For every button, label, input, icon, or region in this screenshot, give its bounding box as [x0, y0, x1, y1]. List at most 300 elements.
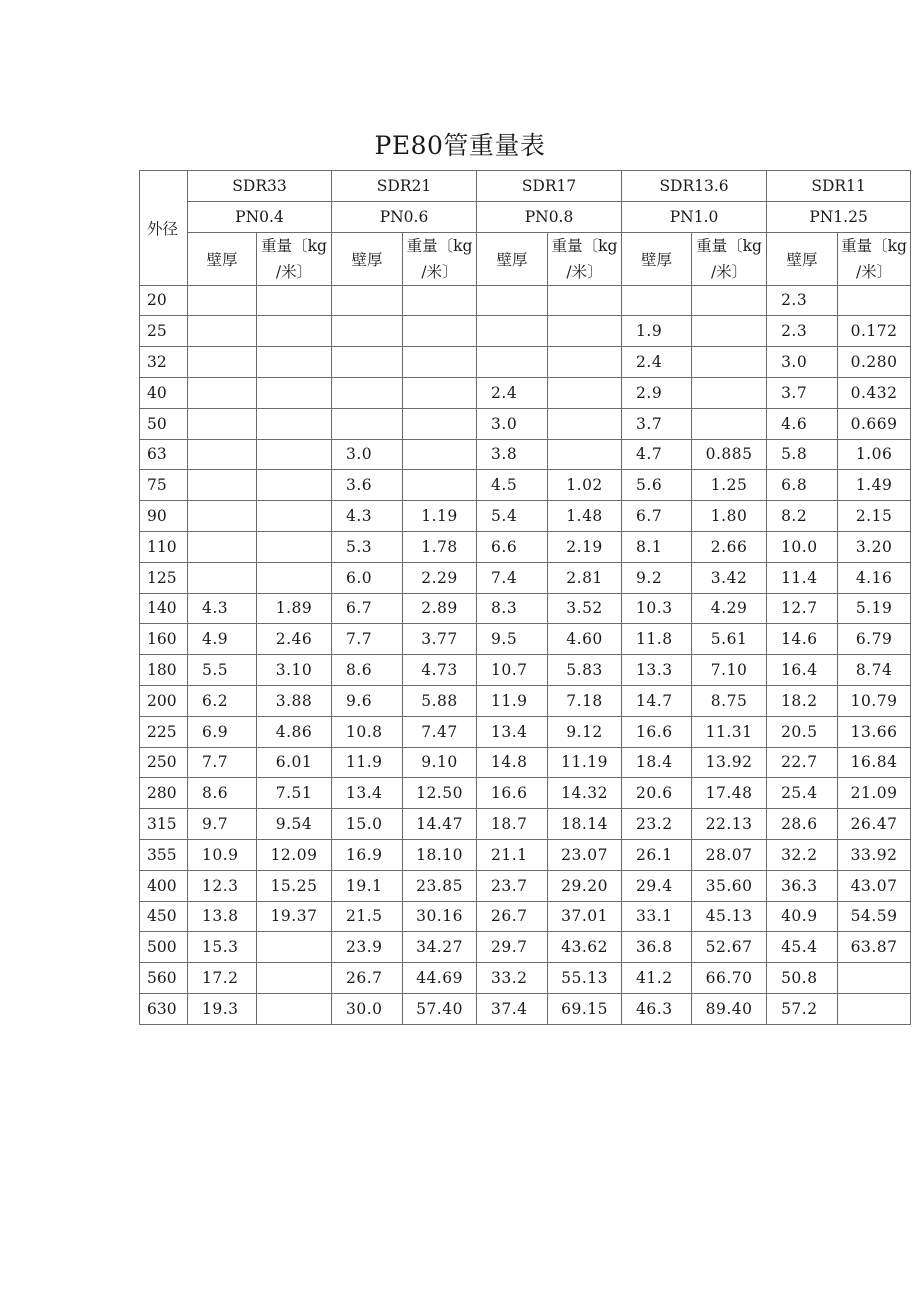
- weight-cell: 43.07: [838, 870, 911, 901]
- weight-cell: [692, 316, 767, 347]
- outer-diameter-cell: 50: [140, 408, 188, 439]
- weight-cell: 7.10: [692, 655, 767, 686]
- weight-cell: 13.66: [838, 716, 911, 747]
- wall-thickness-header: 壁厚: [477, 232, 548, 285]
- weight-cell: 0.885: [692, 439, 767, 470]
- weight-cell: [403, 470, 477, 501]
- wall-thickness-cell: 37.4: [477, 993, 548, 1024]
- wall-thickness-cell: 6.0: [332, 562, 403, 593]
- table-row: [140, 624, 911, 655]
- table-row: [140, 408, 911, 439]
- weight-cell: 1.89: [257, 593, 332, 624]
- wall-thickness-cell: 40.9: [767, 901, 838, 932]
- weight-cell: 3.20: [838, 531, 911, 562]
- wall-thickness-cell: [188, 408, 257, 439]
- weight-cell: 69.15: [548, 993, 622, 1024]
- weight-cell: 6.79: [838, 624, 911, 655]
- weight-cell: 5.88: [403, 685, 477, 716]
- outer-diameter-cell: 400: [140, 870, 188, 901]
- pn-header: PN1.25: [767, 201, 911, 232]
- weight-cell: 1.06: [838, 439, 911, 470]
- outer-diameter-cell: 75: [140, 470, 188, 501]
- wall-thickness-cell: 14.8: [477, 747, 548, 778]
- wall-thickness-cell: 3.0: [477, 408, 548, 439]
- wall-thickness-cell: 10.7: [477, 655, 548, 686]
- weight-cell: 2.89: [403, 593, 477, 624]
- weight-cell: 52.67: [692, 932, 767, 963]
- wall-thickness-cell: 3.6: [332, 470, 403, 501]
- pn-header: PN0.6: [332, 201, 477, 232]
- wall-thickness-cell: 8.2: [767, 501, 838, 532]
- weight-cell: [403, 285, 477, 316]
- weight-cell: 15.25: [257, 870, 332, 901]
- table-body: [140, 285, 911, 1024]
- outer-diameter-cell: 63: [140, 439, 188, 470]
- table-row: [140, 993, 911, 1024]
- wall-thickness-cell: [188, 285, 257, 316]
- weight-cell: 1.80: [692, 501, 767, 532]
- wall-thickness-cell: 6.7: [622, 501, 692, 532]
- pn-header: PN0.8: [477, 201, 622, 232]
- wall-thickness-cell: 20.5: [767, 716, 838, 747]
- weight-cell: 9.12: [548, 716, 622, 747]
- weight-cell: 1.48: [548, 501, 622, 532]
- outer-diameter-cell: 560: [140, 963, 188, 994]
- wall-thickness-cell: 16.9: [332, 839, 403, 870]
- wall-thickness-cell: 21.5: [332, 901, 403, 932]
- wall-thickness-cell: [188, 377, 257, 408]
- wall-thickness-cell: 10.0: [767, 531, 838, 562]
- weight-cell: 28.07: [692, 839, 767, 870]
- wall-thickness-cell: 18.4: [622, 747, 692, 778]
- weight-cell: [548, 377, 622, 408]
- sdr-header: SDR13.6: [622, 171, 767, 202]
- wall-thickness-cell: 26.7: [477, 901, 548, 932]
- outer-diameter-cell: 160: [140, 624, 188, 655]
- weight-cell: 0.432: [838, 377, 911, 408]
- weight-cell: 23.85: [403, 870, 477, 901]
- wall-thickness-cell: 14.7: [622, 685, 692, 716]
- table-row: [140, 809, 911, 840]
- table-row: [140, 285, 911, 316]
- weight-cell: [257, 316, 332, 347]
- table-row: [140, 870, 911, 901]
- weight-cell: [257, 439, 332, 470]
- weight-cell: 26.47: [838, 809, 911, 840]
- weight-cell: 2.15: [838, 501, 911, 532]
- weight-cell: 29.20: [548, 870, 622, 901]
- wall-thickness-cell: 9.7: [188, 809, 257, 840]
- weight-cell: 4.29: [692, 593, 767, 624]
- outer-diameter-cell: 250: [140, 747, 188, 778]
- weight-cell: [257, 285, 332, 316]
- weight-header-line2: /米〕: [566, 262, 603, 281]
- wall-thickness-cell: 13.8: [188, 901, 257, 932]
- weight-header-line1: 重量〔kg: [841, 236, 907, 255]
- weight-cell: 45.13: [692, 901, 767, 932]
- wall-thickness-header: 壁厚: [188, 232, 257, 285]
- weight-cell: 23.07: [548, 839, 622, 870]
- weight-cell: 14.47: [403, 809, 477, 840]
- weight-cell: 33.92: [838, 839, 911, 870]
- wall-thickness-cell: 13.3: [622, 655, 692, 686]
- weight-header-line2: /米〕: [710, 262, 748, 281]
- weight-cell: [257, 470, 332, 501]
- wall-thickness-cell: 4.7: [622, 439, 692, 470]
- weight-cell: [403, 347, 477, 378]
- wall-thickness-cell: 5.3: [332, 531, 403, 562]
- weight-cell: 89.40: [692, 993, 767, 1024]
- wall-thickness-cell: 8.6: [332, 655, 403, 686]
- weight-cell: 35.60: [692, 870, 767, 901]
- weight-cell: 6.01: [257, 747, 332, 778]
- weight-cell: 4.73: [403, 655, 477, 686]
- table-row: [140, 778, 911, 809]
- weight-cell: [257, 531, 332, 562]
- wall-thickness-cell: 2.3: [767, 285, 838, 316]
- column-header-row: [140, 232, 911, 285]
- wall-thickness-cell: 3.7: [767, 377, 838, 408]
- wall-thickness-cell: 32.2: [767, 839, 838, 870]
- weight-cell: 12.09: [257, 839, 332, 870]
- weight-cell: 2.66: [692, 531, 767, 562]
- wall-thickness-cell: 6.6: [477, 531, 548, 562]
- weight-cell: 14.32: [548, 778, 622, 809]
- wall-thickness-cell: 6.7: [332, 593, 403, 624]
- outer-diameter-cell: 630: [140, 993, 188, 1024]
- wall-thickness-cell: [188, 501, 257, 532]
- outer-diameter-cell: 25: [140, 316, 188, 347]
- weight-cell: 1.78: [403, 531, 477, 562]
- weight-cell: 2.46: [257, 624, 332, 655]
- wall-thickness-cell: 9.2: [622, 562, 692, 593]
- weight-header-line2: /米〕: [421, 262, 458, 281]
- wall-thickness-cell: 4.3: [332, 501, 403, 532]
- wall-thickness-cell: 8.1: [622, 531, 692, 562]
- wall-thickness-cell: [188, 531, 257, 562]
- weight-cell: 7.51: [257, 778, 332, 809]
- wall-thickness-cell: 21.1: [477, 839, 548, 870]
- weight-cell: 30.16: [403, 901, 477, 932]
- table-row: [140, 501, 911, 532]
- wall-thickness-cell: 13.4: [477, 716, 548, 747]
- weight-cell: 55.13: [548, 963, 622, 994]
- wall-thickness-cell: 41.2: [622, 963, 692, 994]
- weight-cell: [257, 501, 332, 532]
- wall-thickness-header: 壁厚: [767, 232, 838, 285]
- weight-cell: [548, 347, 622, 378]
- wall-thickness-cell: 22.7: [767, 747, 838, 778]
- wall-thickness-cell: 6.9: [188, 716, 257, 747]
- weight-cell: 37.01: [548, 901, 622, 932]
- weight-cell: [692, 408, 767, 439]
- weight-cell: 3.88: [257, 685, 332, 716]
- weight-cell: 4.86: [257, 716, 332, 747]
- weight-cell: 17.48: [692, 778, 767, 809]
- outer-diameter-cell: 355: [140, 839, 188, 870]
- wall-thickness-cell: 11.9: [332, 747, 403, 778]
- weight-cell: 3.77: [403, 624, 477, 655]
- outer-diameter-cell: 280: [140, 778, 188, 809]
- weight-cell: 34.27: [403, 932, 477, 963]
- weight-cell: [257, 408, 332, 439]
- wall-thickness-cell: [477, 285, 548, 316]
- weight-cell: 0.669: [838, 408, 911, 439]
- weight-cell: 54.59: [838, 901, 911, 932]
- weight-cell: 13.92: [692, 747, 767, 778]
- weight-header: [692, 232, 767, 285]
- weight-cell: [548, 316, 622, 347]
- weight-cell: 7.18: [548, 685, 622, 716]
- pn-header: PN1.0: [622, 201, 767, 232]
- wall-thickness-cell: 25.4: [767, 778, 838, 809]
- outer-diameter-cell: 40: [140, 377, 188, 408]
- wall-thickness-cell: 6.2: [188, 685, 257, 716]
- weight-cell: 3.52: [548, 593, 622, 624]
- weight-cell: [403, 377, 477, 408]
- weight-cell: 22.13: [692, 809, 767, 840]
- sdr-header-row: [140, 171, 911, 202]
- weight-cell: 43.62: [548, 932, 622, 963]
- table-row: [140, 562, 911, 593]
- weight-cell: [838, 963, 911, 994]
- wall-thickness-cell: 13.4: [332, 778, 403, 809]
- weight-header-line1: 重量〔kg: [551, 236, 618, 255]
- wall-thickness-cell: 5.8: [767, 439, 838, 470]
- weight-cell: 1.02: [548, 470, 622, 501]
- wall-thickness-cell: [477, 347, 548, 378]
- wall-thickness-cell: 5.4: [477, 501, 548, 532]
- wall-thickness-cell: [332, 285, 403, 316]
- wall-thickness-cell: 9.6: [332, 685, 403, 716]
- wall-thickness-cell: 19.1: [332, 870, 403, 901]
- wall-thickness-cell: [332, 408, 403, 439]
- weight-cell: 1.19: [403, 501, 477, 532]
- wall-thickness-cell: 16.6: [622, 716, 692, 747]
- wall-thickness-cell: [188, 347, 257, 378]
- wall-thickness-cell: [622, 285, 692, 316]
- wall-thickness-cell: 4.3: [188, 593, 257, 624]
- wall-thickness-cell: 16.4: [767, 655, 838, 686]
- wall-thickness-cell: 15.0: [332, 809, 403, 840]
- wall-thickness-cell: 10.8: [332, 716, 403, 747]
- wall-thickness-cell: 36.8: [622, 932, 692, 963]
- weight-cell: 21.09: [838, 778, 911, 809]
- weight-cell: [692, 377, 767, 408]
- wall-thickness-cell: 3.7: [622, 408, 692, 439]
- weight-cell: 19.37: [257, 901, 332, 932]
- wall-thickness-cell: [188, 562, 257, 593]
- weight-cell: [838, 285, 911, 316]
- table-row: [140, 316, 911, 347]
- wall-thickness-cell: 45.4: [767, 932, 838, 963]
- wall-thickness-cell: 33.1: [622, 901, 692, 932]
- weight-cell: 16.84: [838, 747, 911, 778]
- sdr-header: SDR11: [767, 171, 911, 202]
- weight-cell: 8.74: [838, 655, 911, 686]
- wall-thickness-cell: 2.4: [622, 347, 692, 378]
- wall-thickness-cell: 2.9: [622, 377, 692, 408]
- wall-thickness-cell: 10.3: [622, 593, 692, 624]
- outer-diameter-cell: 90: [140, 501, 188, 532]
- pn-header-row: [140, 201, 911, 232]
- weight-header-line2: /米〕: [275, 262, 313, 281]
- weight-cell: 9.10: [403, 747, 477, 778]
- table-row: [140, 901, 911, 932]
- wall-thickness-cell: 9.5: [477, 624, 548, 655]
- weight-cell: 63.87: [838, 932, 911, 963]
- weight-cell: 18.14: [548, 809, 622, 840]
- outer-diameter-cell: 225: [140, 716, 188, 747]
- table-row: [140, 685, 911, 716]
- weight-cell: [692, 285, 767, 316]
- wall-thickness-cell: 2.3: [767, 316, 838, 347]
- weight-cell: [257, 932, 332, 963]
- wall-thickness-cell: 28.6: [767, 809, 838, 840]
- weight-cell: [257, 347, 332, 378]
- weight-cell: 18.10: [403, 839, 477, 870]
- weight-cell: 11.31: [692, 716, 767, 747]
- weight-cell: 57.40: [403, 993, 477, 1024]
- weight-cell: 12.50: [403, 778, 477, 809]
- wall-thickness-cell: [188, 470, 257, 501]
- weight-header: [548, 232, 622, 285]
- weight-cell: 3.10: [257, 655, 332, 686]
- wall-thickness-cell: [477, 316, 548, 347]
- outer-diameter-cell: 450: [140, 901, 188, 932]
- wall-thickness-cell: 7.7: [332, 624, 403, 655]
- table-row: [140, 531, 911, 562]
- wall-thickness-cell: 5.6: [622, 470, 692, 501]
- table-row: [140, 932, 911, 963]
- weight-cell: 1.49: [838, 470, 911, 501]
- wall-thickness-cell: 14.6: [767, 624, 838, 655]
- weight-header-line1: 重量〔kg: [261, 236, 327, 255]
- wall-thickness-cell: 12.3: [188, 870, 257, 901]
- wall-thickness-cell: 15.3: [188, 932, 257, 963]
- weight-cell: 8.75: [692, 685, 767, 716]
- weight-cell: [257, 562, 332, 593]
- wall-thickness-cell: 26.1: [622, 839, 692, 870]
- weight-cell: 4.16: [838, 562, 911, 593]
- table-row: [140, 377, 911, 408]
- outer-diameter-cell: 200: [140, 685, 188, 716]
- wall-thickness-cell: 23.2: [622, 809, 692, 840]
- table-row: [140, 439, 911, 470]
- weight-cell: 11.19: [548, 747, 622, 778]
- weight-cell: 5.83: [548, 655, 622, 686]
- weight-cell: [257, 963, 332, 994]
- wall-thickness-cell: 29.4: [622, 870, 692, 901]
- outer-diameter-cell: 110: [140, 531, 188, 562]
- wall-thickness-header: 壁厚: [622, 232, 692, 285]
- weight-cell: 5.61: [692, 624, 767, 655]
- weight-cell: 3.42: [692, 562, 767, 593]
- wall-thickness-cell: 26.7: [332, 963, 403, 994]
- table-row: [140, 963, 911, 994]
- wall-thickness-cell: 6.8: [767, 470, 838, 501]
- wall-thickness-cell: 33.2: [477, 963, 548, 994]
- wall-thickness-cell: 29.7: [477, 932, 548, 963]
- wall-thickness-cell: 3.0: [332, 439, 403, 470]
- weight-cell: 7.47: [403, 716, 477, 747]
- outer-diameter-cell: 32: [140, 347, 188, 378]
- wall-thickness-cell: 30.0: [332, 993, 403, 1024]
- table-row: [140, 839, 911, 870]
- weight-cell: 2.19: [548, 531, 622, 562]
- wall-thickness-cell: 16.6: [477, 778, 548, 809]
- weight-cell: [692, 347, 767, 378]
- outer-diameter-cell: 140: [140, 593, 188, 624]
- weight-cell: [548, 285, 622, 316]
- weight-cell: 4.60: [548, 624, 622, 655]
- wall-thickness-cell: 12.7: [767, 593, 838, 624]
- wall-thickness-cell: 18.2: [767, 685, 838, 716]
- wall-thickness-cell: 8.3: [477, 593, 548, 624]
- wall-thickness-cell: 4.5: [477, 470, 548, 501]
- weight-header-line1: 重量〔kg: [696, 236, 762, 255]
- outer-diameter-cell: 315: [140, 809, 188, 840]
- outer-diameter-cell: 180: [140, 655, 188, 686]
- wall-thickness-cell: [188, 439, 257, 470]
- page-title: PE80管重量表: [374, 131, 546, 160]
- weight-cell: 10.79: [838, 685, 911, 716]
- wall-thickness-cell: 18.7: [477, 809, 548, 840]
- wall-thickness-cell: 17.2: [188, 963, 257, 994]
- weight-header: [403, 232, 477, 285]
- weight-cell: 0.280: [838, 347, 911, 378]
- table-row: [140, 655, 911, 686]
- wall-thickness-cell: 2.4: [477, 377, 548, 408]
- wall-thickness-cell: 4.6: [767, 408, 838, 439]
- outer-diameter-header: 外径: [140, 171, 188, 286]
- wall-thickness-cell: [188, 316, 257, 347]
- weight-cell: [548, 439, 622, 470]
- pn-header: PN0.4: [188, 201, 332, 232]
- weight-cell: [548, 408, 622, 439]
- wall-thickness-cell: [332, 347, 403, 378]
- table-row: [140, 716, 911, 747]
- wall-thickness-cell: 3.0: [767, 347, 838, 378]
- wall-thickness-cell: 11.9: [477, 685, 548, 716]
- wall-thickness-cell: [332, 316, 403, 347]
- weight-cell: 2.29: [403, 562, 477, 593]
- weight-header: [257, 232, 332, 285]
- wall-thickness-cell: 11.8: [622, 624, 692, 655]
- outer-diameter-cell: 125: [140, 562, 188, 593]
- table-row: [140, 593, 911, 624]
- sdr-header: SDR17: [477, 171, 622, 202]
- outer-diameter-cell: 500: [140, 932, 188, 963]
- table-row: [140, 347, 911, 378]
- wall-thickness-cell: 19.3: [188, 993, 257, 1024]
- wall-thickness-cell: 7.7: [188, 747, 257, 778]
- weight-cell: [257, 993, 332, 1024]
- wall-thickness-cell: 10.9: [188, 839, 257, 870]
- weight-cell: [403, 316, 477, 347]
- table-row: [140, 747, 911, 778]
- weight-cell: 0.172: [838, 316, 911, 347]
- weight-cell: [257, 377, 332, 408]
- wall-thickness-cell: 1.9: [622, 316, 692, 347]
- wall-thickness-cell: 23.7: [477, 870, 548, 901]
- sdr-header: SDR21: [332, 171, 477, 202]
- weight-cell: [838, 993, 911, 1024]
- pe80-weight-table: [139, 170, 911, 1025]
- wall-thickness-cell: 11.4: [767, 562, 838, 593]
- wall-thickness-header: 壁厚: [332, 232, 403, 285]
- wall-thickness-cell: 7.4: [477, 562, 548, 593]
